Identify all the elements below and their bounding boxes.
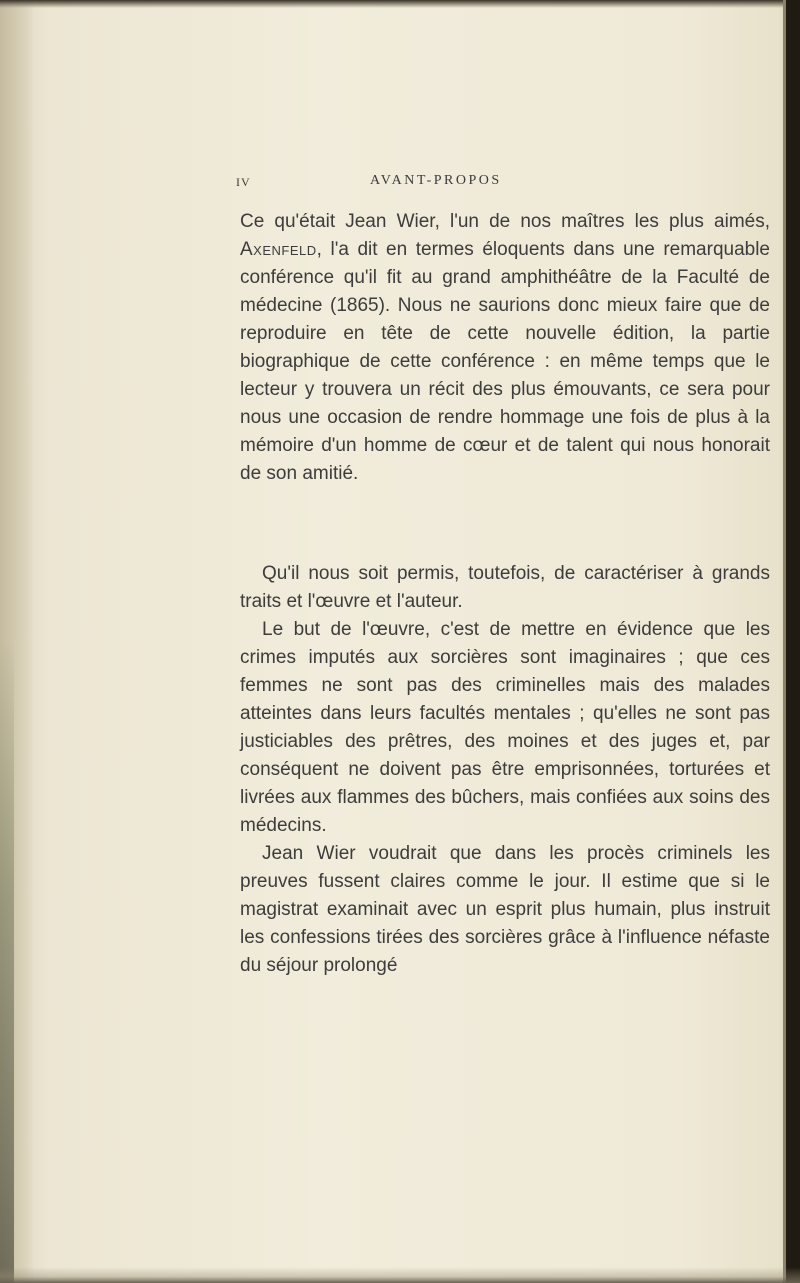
running-head: AVANT-PROPOS xyxy=(370,173,502,188)
paragraph-1-end: , l'a dit en termes éloquents dans une remarquable conférence qu'il fit au grand amphithéâtre de la Faculté de médecine (1865). Nous ne saurions donc mieux faire que de reproduire en tête de cette nouvelle édition, la partie biographique de cette conférence : en même temps que le lecteur y trouvera un récit des plus émouvants, ce sera pour nous une occasion de rendre hommage une fois de plus à la mémoire d'un homme de cœur et de talent qui nous honorait de son amitié. xyxy=(240,239,770,484)
author-name-axenfeld: Axenfeld xyxy=(240,239,317,260)
page-gutter-shadow xyxy=(0,0,34,1283)
right-border-dark xyxy=(786,0,800,1283)
page-number: IV xyxy=(236,175,251,189)
paragraph-1-start: Ce qu'était Jean Wier, l'un de nos maîtres les plus aimés, xyxy=(240,211,770,232)
bottom-edge-shadow xyxy=(0,1267,800,1283)
paragraph-2: Qu'il nous soit permis, toutefois, de caractériser à grands traits et l'œuvre et l'auteur. xyxy=(240,563,770,612)
page-header xyxy=(236,173,770,195)
top-edge-shadow xyxy=(0,0,800,8)
paragraph-gap xyxy=(240,488,770,560)
body-text xyxy=(240,208,770,980)
paragraph-1 xyxy=(240,208,770,488)
paragraph-3: Le but de l'œuvre, c'est de mettre en évidence que les crimes imputés aux sorcières sont imaginaires ; que ces femmes ne sont pas des criminelles mais des malades atteintes dans leurs facultés mentales ; qu'elles ne sont pas justiciables des prêtres, des moines et des juges et, par conséquent ne doivent pas être emprisonnées, torturées et livrées aux flammes des bûchers, mais confiées aux soins des médecins. xyxy=(240,619,770,836)
paragraph-4: Jean Wier voudrait que dans les procès criminels les preuves fussent claires comme le jour. Il estime que si le magistrat examinait avec un esprit plus humain, plus instruit les confessions tirées des sorcières grâce à l'influence néfaste du séjour prolongé xyxy=(240,843,770,976)
